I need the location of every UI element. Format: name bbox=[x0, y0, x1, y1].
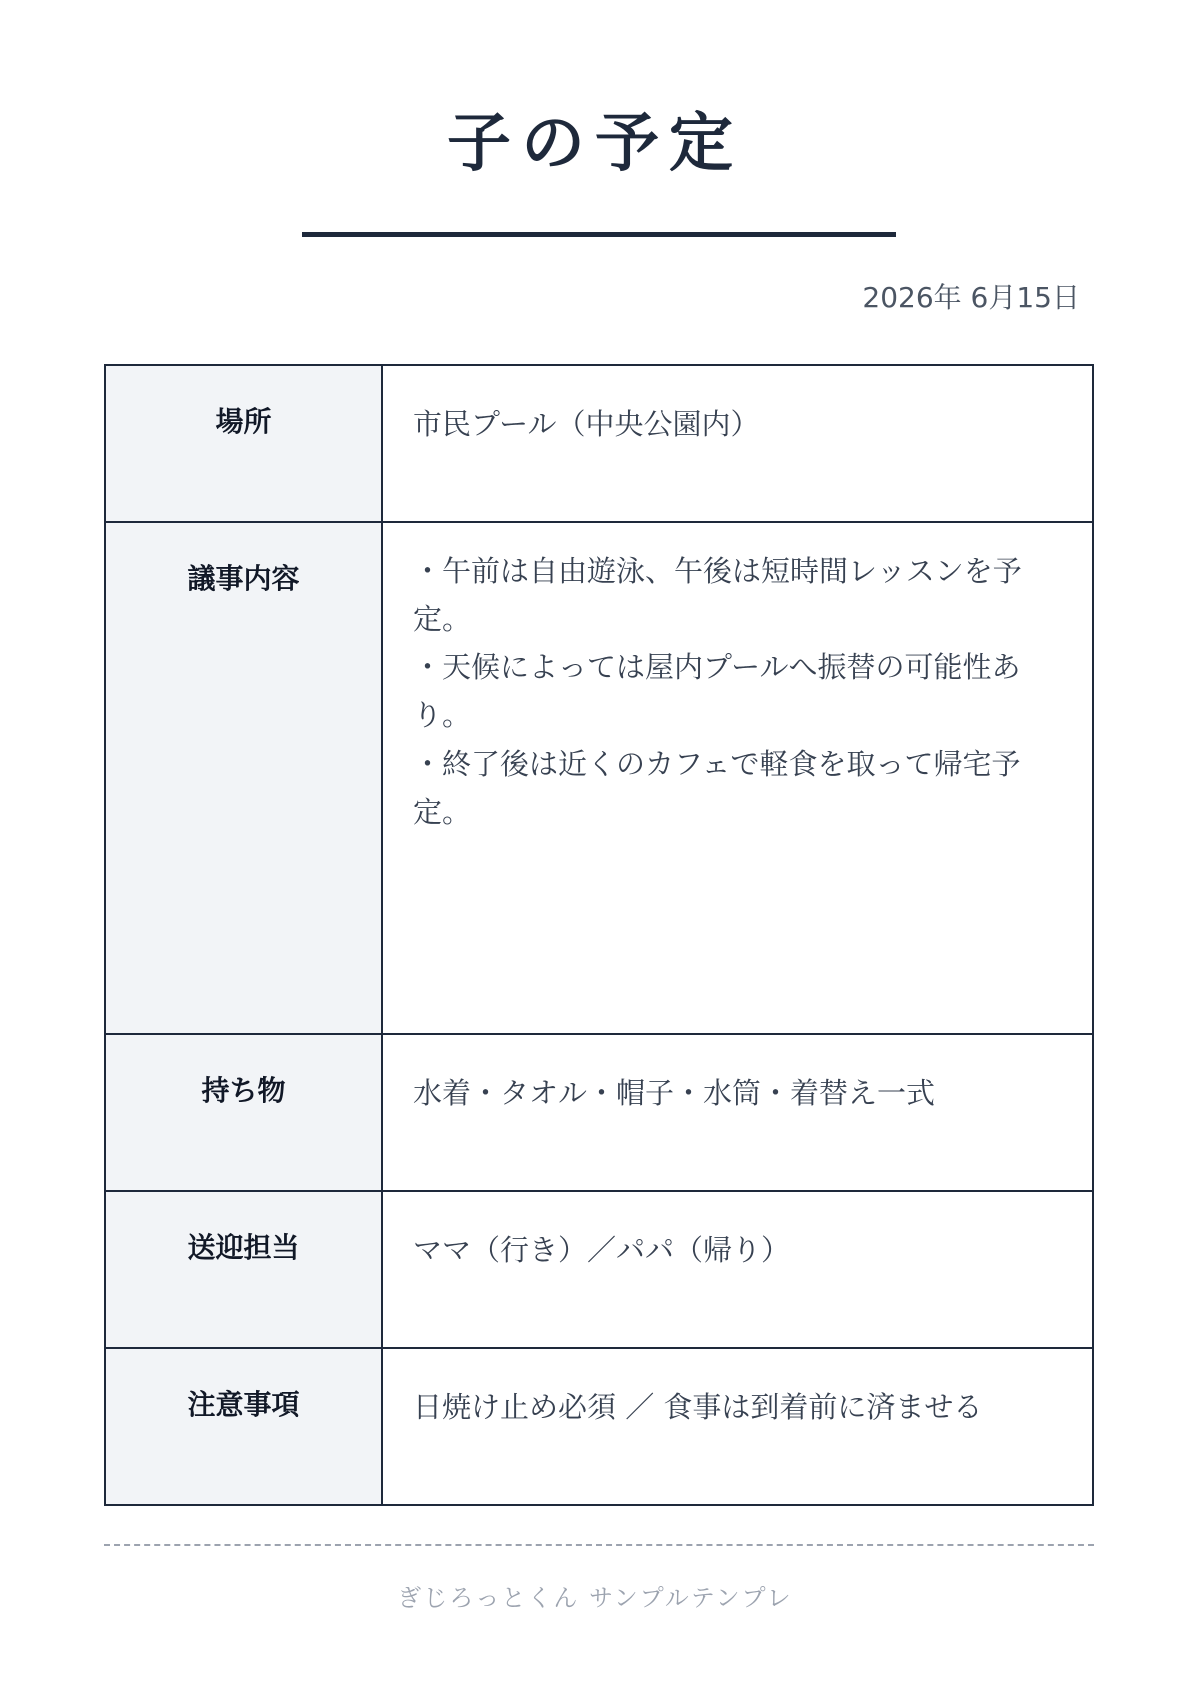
footer-text: ぎじろっとくん サンプルテンプレ bbox=[397, 1584, 793, 1612]
row-value-agenda bbox=[382, 522, 1093, 1034]
row-label-location: 場所 bbox=[105, 365, 382, 522]
agenda-line: ・終了後は近くのカフェで軽食を取って帰宅予定。 bbox=[413, 746, 1021, 829]
footer-divider bbox=[104, 1544, 1094, 1546]
title-underline bbox=[302, 232, 896, 237]
row-label-notes: 注意事項 bbox=[105, 1348, 382, 1505]
schedule-table bbox=[104, 364, 1094, 1506]
table-row-agenda bbox=[105, 522, 1093, 1034]
agenda-line: ・天候によっては屋内プールへ振替の可能性あり。 bbox=[413, 650, 1021, 733]
row-label-agenda: 議事内容 bbox=[105, 522, 382, 1034]
table-row-belongings bbox=[105, 1034, 1093, 1191]
table-row-notes bbox=[105, 1348, 1093, 1505]
row-value-pickup: ママ（行き）／パパ（帰り） bbox=[382, 1191, 1093, 1348]
agenda-line: ・午前は自由遊泳、午後は短時間レッスンを予定。 bbox=[413, 554, 1022, 637]
document-title: 子の予定 bbox=[447, 107, 743, 181]
document-date: 2026年 6月15日 bbox=[862, 281, 1080, 314]
row-label-pickup: 送迎担当 bbox=[105, 1191, 382, 1348]
table-row-pickup bbox=[105, 1191, 1093, 1348]
row-value-notes: 日焼け止め必須 ／ 食事は到着前に済ませる bbox=[382, 1348, 1093, 1505]
row-value-location: 市民プール（中央公園内） bbox=[382, 365, 1093, 522]
table-row-location bbox=[105, 365, 1093, 522]
row-label-belongings: 持ち物 bbox=[105, 1034, 382, 1191]
row-value-belongings: 水着・タオル・帽子・水筒・着替え一式 bbox=[382, 1034, 1093, 1191]
